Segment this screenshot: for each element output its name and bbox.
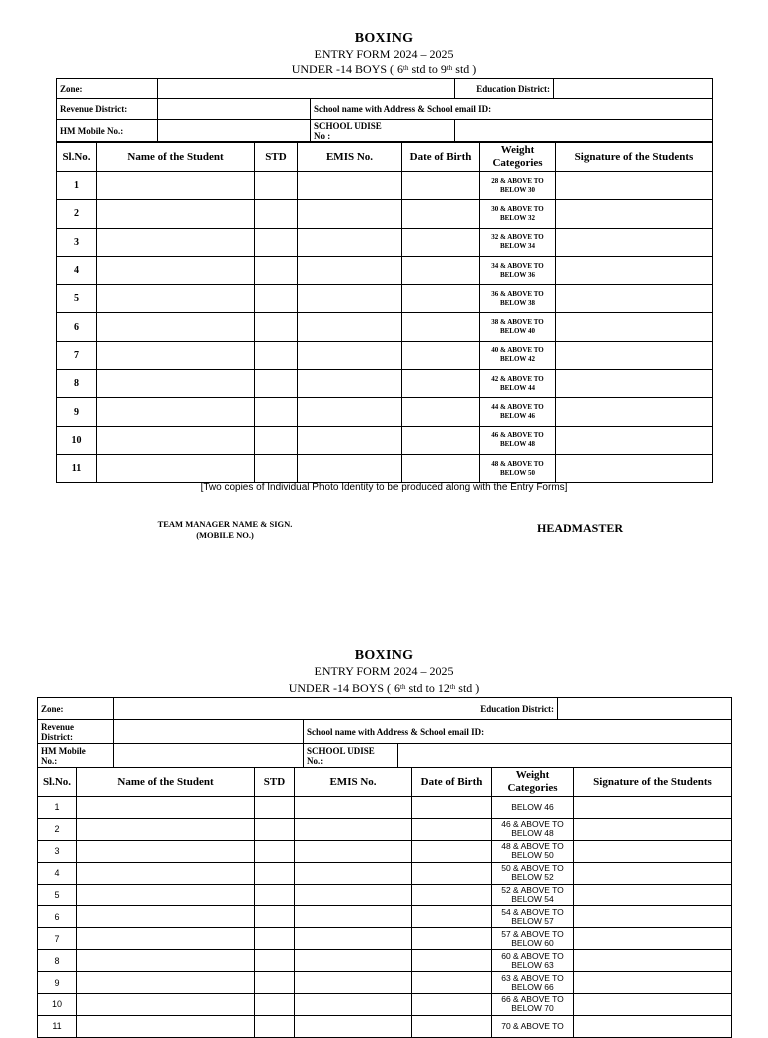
std-field[interactable] bbox=[255, 454, 298, 482]
form2-udise-field[interactable] bbox=[398, 744, 732, 768]
signature-field[interactable] bbox=[556, 398, 713, 426]
dob-field[interactable] bbox=[402, 313, 480, 341]
table-row bbox=[38, 840, 732, 862]
weight-category-line2: BELOW 50 bbox=[499, 468, 536, 477]
weight-category-line2: BELOW 70 bbox=[511, 1003, 554, 1014]
weight-category-line2: BELOW 57 bbox=[511, 915, 554, 926]
form2-category-mid: std to 12 bbox=[405, 681, 450, 695]
table-row bbox=[57, 370, 713, 398]
weight-category bbox=[480, 313, 556, 341]
form2-category-sup2: th bbox=[449, 683, 456, 691]
table-row bbox=[57, 200, 713, 228]
row-number: 5 bbox=[57, 285, 97, 313]
weight-category-line1: 66 & ABOVE TO bbox=[501, 994, 564, 1005]
row-number: 6 bbox=[57, 313, 97, 341]
std-field[interactable] bbox=[255, 840, 295, 862]
std-field[interactable] bbox=[255, 313, 298, 341]
emis-field[interactable] bbox=[298, 398, 402, 426]
form2-header-table bbox=[37, 697, 732, 768]
student-name-field[interactable] bbox=[97, 200, 255, 228]
form1-udise-line1: SCHOOL UDISE bbox=[314, 120, 382, 131]
weight-category-line1: 28 & ABOVE TO bbox=[491, 176, 544, 185]
dob-field[interactable] bbox=[412, 840, 492, 862]
form1-team-manager-line2: (MOBILE NO.) bbox=[196, 530, 254, 540]
signature-field[interactable] bbox=[574, 840, 732, 862]
row-number: 10 bbox=[57, 426, 97, 454]
weight-category-line2: BELOW 34 bbox=[499, 242, 536, 251]
weight-category bbox=[492, 818, 574, 840]
form1-headmaster: HEADMASTER bbox=[536, 521, 623, 535]
emis-field[interactable] bbox=[295, 906, 412, 928]
row-number: 1 bbox=[38, 797, 77, 819]
signature-field[interactable] bbox=[574, 862, 732, 884]
weight-category-line2: BELOW 46 bbox=[499, 412, 536, 421]
weight-category-line1: 52 & ABOVE TO bbox=[501, 885, 564, 895]
form1-category-sup2: th bbox=[446, 64, 453, 72]
emis-field[interactable] bbox=[298, 313, 402, 341]
form2-udise-line2: No.: bbox=[307, 755, 324, 766]
form1-photo-note: [Two copies of Individual Photo Identity to be produced along with the Entry Forms] bbox=[200, 482, 568, 493]
signature-field[interactable] bbox=[574, 928, 732, 950]
dob-field[interactable] bbox=[412, 1015, 492, 1037]
form2-category-sup1: th bbox=[400, 683, 406, 691]
weight-category-line1: 36 & ABOVE TO bbox=[491, 289, 544, 298]
form2-category-suffix: std ) bbox=[455, 681, 480, 695]
weight-category-line1: 32 & ABOVE TO bbox=[491, 233, 544, 242]
form1-team-manager-line1: TEAM MANAGER NAME & SIGN. bbox=[157, 519, 293, 529]
row-number: 9 bbox=[38, 972, 77, 994]
table-row bbox=[38, 994, 732, 1016]
form1-school-name-label: School name with Address & School email ID: bbox=[311, 99, 713, 120]
emis-field[interactable] bbox=[295, 840, 412, 862]
std-field[interactable] bbox=[255, 370, 298, 398]
emis-field[interactable] bbox=[295, 797, 412, 819]
signature-field[interactable] bbox=[574, 994, 732, 1016]
weight-category bbox=[492, 797, 574, 819]
student-name-field[interactable] bbox=[77, 906, 255, 928]
form2-education-district-field[interactable] bbox=[558, 698, 732, 720]
table-row bbox=[57, 454, 713, 482]
student-name-field[interactable] bbox=[77, 884, 255, 906]
weight-category bbox=[480, 341, 556, 369]
weight-category-line2: BELOW 38 bbox=[499, 298, 536, 307]
weight-category bbox=[492, 1015, 574, 1037]
student-name-field[interactable] bbox=[77, 797, 255, 819]
signature-field[interactable] bbox=[556, 200, 713, 228]
signature-field[interactable] bbox=[574, 797, 732, 819]
weight-category-line2: BELOW 66 bbox=[511, 981, 554, 992]
weight-category-line2: BELOW 50 bbox=[511, 850, 554, 861]
dob-field[interactable] bbox=[402, 370, 480, 398]
std-field[interactable] bbox=[255, 950, 295, 972]
weight-category-line1: 42 & ABOVE TO bbox=[491, 374, 544, 383]
row-number: 3 bbox=[38, 840, 77, 862]
student-name-field[interactable] bbox=[97, 313, 255, 341]
form1-header-table bbox=[56, 78, 713, 142]
dob-field[interactable] bbox=[402, 398, 480, 426]
weight-category bbox=[480, 454, 556, 482]
form1-udise-label bbox=[311, 120, 455, 142]
table-row bbox=[38, 818, 732, 840]
std-field[interactable] bbox=[255, 928, 295, 950]
std-field[interactable] bbox=[255, 285, 298, 313]
student-name-field[interactable] bbox=[97, 256, 255, 284]
emis-field[interactable] bbox=[298, 426, 402, 454]
weight-category-line1: 34 & ABOVE TO bbox=[491, 261, 544, 270]
std-field[interactable] bbox=[255, 172, 298, 200]
form1-col-std: STD bbox=[255, 143, 298, 172]
student-name-field[interactable] bbox=[77, 928, 255, 950]
weight-category-line1: 50 & ABOVE TO bbox=[501, 863, 564, 874]
row-number: 4 bbox=[38, 862, 77, 884]
student-name-field[interactable] bbox=[77, 972, 255, 994]
emis-field[interactable] bbox=[298, 172, 402, 200]
form2-hm-line1: HM Mobile bbox=[41, 745, 86, 756]
signature-field[interactable] bbox=[574, 972, 732, 994]
form1-category-prefix: UNDER -14 BOYS ( 6 bbox=[291, 62, 404, 76]
std-field[interactable] bbox=[255, 994, 295, 1016]
signature-field[interactable] bbox=[556, 313, 713, 341]
form2-revenue-line2: District: bbox=[41, 731, 73, 742]
dob-field[interactable] bbox=[412, 928, 492, 950]
weight-category-line1: 38 & ABOVE TO bbox=[491, 318, 544, 327]
signature-field[interactable] bbox=[556, 256, 713, 284]
table-row bbox=[57, 285, 713, 313]
weight-category bbox=[492, 840, 574, 862]
dob-field[interactable] bbox=[412, 906, 492, 928]
weight-category-line2: BELOW 54 bbox=[511, 894, 554, 904]
emis-field[interactable] bbox=[295, 884, 412, 906]
table-row bbox=[57, 172, 713, 200]
weight-category bbox=[480, 200, 556, 228]
emis-field[interactable] bbox=[295, 818, 412, 840]
signature-field[interactable] bbox=[556, 454, 713, 482]
form1-entry-form: ENTRY FORM 2024 – 2025 bbox=[314, 47, 454, 61]
std-field[interactable] bbox=[255, 862, 295, 884]
form2-category-prefix: UNDER -14 BOYS ( 6 bbox=[288, 681, 401, 695]
signature-field[interactable] bbox=[556, 426, 713, 454]
form2-col-std: STD bbox=[255, 768, 295, 797]
weight-category bbox=[492, 884, 574, 906]
weight-category-line2: BELOW 36 bbox=[499, 270, 536, 279]
table-row bbox=[38, 906, 732, 928]
signature-field[interactable] bbox=[556, 370, 713, 398]
form2-col-name: Name of the Student bbox=[77, 768, 255, 797]
form2-col-dob: Date of Birth bbox=[412, 768, 492, 797]
table-row bbox=[57, 398, 713, 426]
row-number: 6 bbox=[38, 906, 77, 928]
weight-category-line1: 70 & ABOVE TO bbox=[501, 1020, 564, 1031]
weight-category-line1: 48 & ABOVE TO bbox=[501, 841, 564, 852]
row-number: 4 bbox=[57, 256, 97, 284]
emis-field[interactable] bbox=[298, 228, 402, 256]
student-name-field[interactable] bbox=[97, 398, 255, 426]
emis-field[interactable] bbox=[298, 370, 402, 398]
dob-field[interactable] bbox=[402, 285, 480, 313]
form2-col-emis: EMIS No. bbox=[295, 768, 412, 797]
form1-revenue-district-field[interactable] bbox=[158, 99, 311, 120]
weight-category-line2: BELOW 42 bbox=[499, 355, 536, 364]
std-field[interactable] bbox=[255, 426, 298, 454]
weight-category-line1: 46 & ABOVE TO bbox=[491, 431, 544, 440]
weight-category bbox=[492, 994, 574, 1016]
form1-category-mid: std to 9 bbox=[408, 62, 447, 76]
weight-category-line1: 63 & ABOVE TO bbox=[501, 972, 564, 983]
weight-category bbox=[492, 950, 574, 972]
row-number: 7 bbox=[38, 928, 77, 950]
dob-field[interactable] bbox=[402, 426, 480, 454]
weight-category bbox=[492, 928, 574, 950]
table-row bbox=[38, 972, 732, 994]
form1-category bbox=[0, 62, 768, 77]
form1-education-district-label: Education District: bbox=[455, 79, 554, 99]
form1-hm-mobile-field[interactable] bbox=[158, 120, 311, 142]
weight-category-line1: 44 & ABOVE TO bbox=[491, 403, 544, 412]
dob-field[interactable] bbox=[402, 256, 480, 284]
row-number: 5 bbox=[38, 884, 77, 906]
weight-category-line1: BELOW 46 bbox=[511, 801, 554, 812]
form2-col-weight: Weight Categories bbox=[492, 768, 574, 797]
student-name-field[interactable] bbox=[77, 818, 255, 840]
weight-category-line2: BELOW 52 bbox=[511, 872, 554, 883]
table-row bbox=[38, 928, 732, 950]
form1-zone-field[interactable] bbox=[158, 79, 455, 99]
form1-team-manager bbox=[140, 519, 310, 541]
std-field[interactable] bbox=[255, 884, 295, 906]
emis-field[interactable] bbox=[295, 862, 412, 884]
weight-category-line2: BELOW 44 bbox=[499, 383, 536, 392]
weight-category-line2: BELOW 32 bbox=[499, 213, 536, 222]
row-number: 2 bbox=[38, 818, 77, 840]
std-field[interactable] bbox=[255, 906, 295, 928]
form2-udise-line1: SCHOOL UDISE bbox=[307, 745, 375, 756]
form2-revenue-district-field[interactable] bbox=[114, 720, 304, 744]
form1-students-table bbox=[56, 142, 713, 483]
emis-field[interactable] bbox=[295, 994, 412, 1016]
row-number: 9 bbox=[57, 398, 97, 426]
student-name-field[interactable] bbox=[77, 1015, 255, 1037]
weight-category bbox=[480, 398, 556, 426]
form2-revenue-line1: Revenue bbox=[41, 721, 74, 732]
dob-field[interactable] bbox=[402, 341, 480, 369]
student-name-field[interactable] bbox=[77, 862, 255, 884]
weight-category-line2: BELOW 63 bbox=[511, 959, 554, 970]
std-field[interactable] bbox=[255, 341, 298, 369]
form2-hm-mobile-field[interactable] bbox=[114, 744, 304, 768]
row-number: 11 bbox=[38, 1015, 77, 1037]
table-row bbox=[57, 426, 713, 454]
form2-col-slno: Sl.No. bbox=[38, 768, 77, 797]
emis-field[interactable] bbox=[298, 285, 402, 313]
student-name-field[interactable] bbox=[97, 285, 255, 313]
student-name-field[interactable] bbox=[97, 454, 255, 482]
dob-field[interactable] bbox=[412, 950, 492, 972]
row-number: 1 bbox=[57, 172, 97, 200]
std-field[interactable] bbox=[255, 972, 295, 994]
dob-field[interactable] bbox=[412, 994, 492, 1016]
weight-category-line1: 48 & ABOVE TO bbox=[491, 459, 544, 468]
form2-zone-label: Zone: bbox=[38, 698, 114, 720]
form1-col-dob: Date of Birth bbox=[402, 143, 480, 172]
row-number: 11 bbox=[57, 454, 97, 482]
weight-category bbox=[480, 370, 556, 398]
signature-field[interactable] bbox=[574, 906, 732, 928]
signature-field[interactable] bbox=[574, 950, 732, 972]
form1-revenue-district-label: Revenue District: bbox=[57, 99, 158, 120]
signature-field[interactable] bbox=[556, 341, 713, 369]
row-number: 3 bbox=[57, 228, 97, 256]
form1-col-signature: Signature of the Students bbox=[556, 143, 713, 172]
student-name-field[interactable] bbox=[77, 840, 255, 862]
std-field[interactable] bbox=[255, 200, 298, 228]
signature-field[interactable] bbox=[574, 818, 732, 840]
form1-education-district-field[interactable] bbox=[554, 79, 713, 99]
form2-col-signature: Signature of the Students bbox=[574, 768, 732, 797]
weight-category bbox=[480, 426, 556, 454]
dob-field[interactable] bbox=[412, 884, 492, 906]
form2-udise-label bbox=[304, 744, 398, 768]
std-field[interactable] bbox=[255, 398, 298, 426]
weight-category-line1: 40 & ABOVE TO bbox=[491, 346, 544, 355]
form2-hm-line2: No.: bbox=[41, 755, 58, 766]
weight-category bbox=[480, 256, 556, 284]
table-row bbox=[38, 797, 732, 819]
weight-category-line2: BELOW 30 bbox=[499, 185, 536, 194]
table-row bbox=[57, 256, 713, 284]
row-number: 8 bbox=[38, 950, 77, 972]
weight-category-line2: BELOW 60 bbox=[511, 937, 554, 948]
signature-field[interactable] bbox=[556, 285, 713, 313]
form1-col-weight: Weight Categories bbox=[480, 143, 556, 172]
row-number: 7 bbox=[57, 341, 97, 369]
form1-col-emis: EMIS No. bbox=[298, 143, 402, 172]
form1-category-sup1: th bbox=[403, 64, 409, 72]
emis-field[interactable] bbox=[295, 928, 412, 950]
student-name-field[interactable] bbox=[97, 228, 255, 256]
form1-udise-line2: No : bbox=[314, 130, 331, 141]
form2-title: BOXING bbox=[354, 648, 414, 663]
form1-col-name: Name of the Student bbox=[97, 143, 255, 172]
student-name-field[interactable] bbox=[77, 950, 255, 972]
table-row bbox=[57, 341, 713, 369]
emis-field[interactable] bbox=[295, 972, 412, 994]
dob-field[interactable] bbox=[412, 797, 492, 819]
table-row bbox=[38, 862, 732, 884]
form2-school-name-label: School name with Address & School email ID: bbox=[304, 720, 732, 744]
row-number: 10 bbox=[38, 994, 77, 1016]
form1-category-suffix: std ) bbox=[452, 62, 477, 76]
dob-field[interactable] bbox=[412, 972, 492, 994]
emis-field[interactable] bbox=[298, 200, 402, 228]
form1-title: BOXING bbox=[354, 31, 414, 46]
dob-field[interactable] bbox=[412, 862, 492, 884]
table-row bbox=[57, 228, 713, 256]
table-row bbox=[38, 884, 732, 906]
emis-field[interactable] bbox=[295, 1015, 412, 1037]
std-field[interactable] bbox=[255, 256, 298, 284]
signature-field[interactable] bbox=[574, 884, 732, 906]
form1-col-slno: Sl.No. bbox=[57, 143, 97, 172]
weight-category bbox=[480, 228, 556, 256]
student-name-field[interactable] bbox=[97, 341, 255, 369]
table-row bbox=[38, 1015, 732, 1037]
std-field[interactable] bbox=[255, 228, 298, 256]
form2-revenue-district-label bbox=[38, 720, 114, 744]
weight-category bbox=[480, 172, 556, 200]
form2-education-district-label: Education District: bbox=[114, 698, 558, 720]
emis-field[interactable] bbox=[298, 341, 402, 369]
weight-category-line2: BELOW 48 bbox=[499, 440, 536, 449]
dob-field[interactable] bbox=[402, 454, 480, 482]
weight-category bbox=[492, 972, 574, 994]
student-name-field[interactable] bbox=[97, 370, 255, 398]
form2-hm-mobile-label bbox=[38, 744, 114, 768]
dob-field[interactable] bbox=[402, 172, 480, 200]
form2-students-table bbox=[37, 767, 732, 1038]
weight-category-line1: 60 & ABOVE TO bbox=[501, 950, 564, 961]
weight-category-line2: BELOW 48 bbox=[511, 828, 554, 839]
dob-field[interactable] bbox=[402, 200, 480, 228]
form1-zone-label: Zone: bbox=[57, 79, 158, 99]
std-field[interactable] bbox=[255, 797, 295, 819]
weight-category-line2: BELOW 40 bbox=[499, 327, 536, 336]
weight-category-line1: 30 & ABOVE TO bbox=[491, 204, 544, 213]
student-name-field[interactable] bbox=[97, 426, 255, 454]
student-name-field[interactable] bbox=[97, 172, 255, 200]
emis-field[interactable] bbox=[298, 454, 402, 482]
weight-category-line1: 57 & ABOVE TO bbox=[501, 928, 564, 939]
row-number: 8 bbox=[57, 370, 97, 398]
table-row bbox=[38, 950, 732, 972]
weight-category-line1: 54 & ABOVE TO bbox=[501, 906, 564, 917]
weight-category bbox=[480, 285, 556, 313]
form2-category bbox=[0, 681, 768, 696]
student-name-field[interactable] bbox=[77, 994, 255, 1016]
std-field[interactable] bbox=[255, 1015, 295, 1037]
row-number: 2 bbox=[57, 200, 97, 228]
form2-entry-form: ENTRY FORM 2024 – 2025 bbox=[314, 664, 454, 678]
dob-field[interactable] bbox=[412, 818, 492, 840]
weight-category-line1: 46 & ABOVE TO bbox=[501, 819, 564, 830]
signature-field[interactable] bbox=[556, 172, 713, 200]
emis-field[interactable] bbox=[295, 950, 412, 972]
weight-category bbox=[492, 862, 574, 884]
signature-field[interactable] bbox=[574, 1015, 732, 1037]
form1-udise-field[interactable] bbox=[455, 120, 713, 142]
std-field[interactable] bbox=[255, 818, 295, 840]
table-row bbox=[57, 313, 713, 341]
form1-hm-mobile-label: HM Mobile No.: bbox=[57, 120, 158, 142]
signature-field[interactable] bbox=[556, 228, 713, 256]
weight-category bbox=[492, 906, 574, 928]
dob-field[interactable] bbox=[402, 228, 480, 256]
emis-field[interactable] bbox=[298, 256, 402, 284]
